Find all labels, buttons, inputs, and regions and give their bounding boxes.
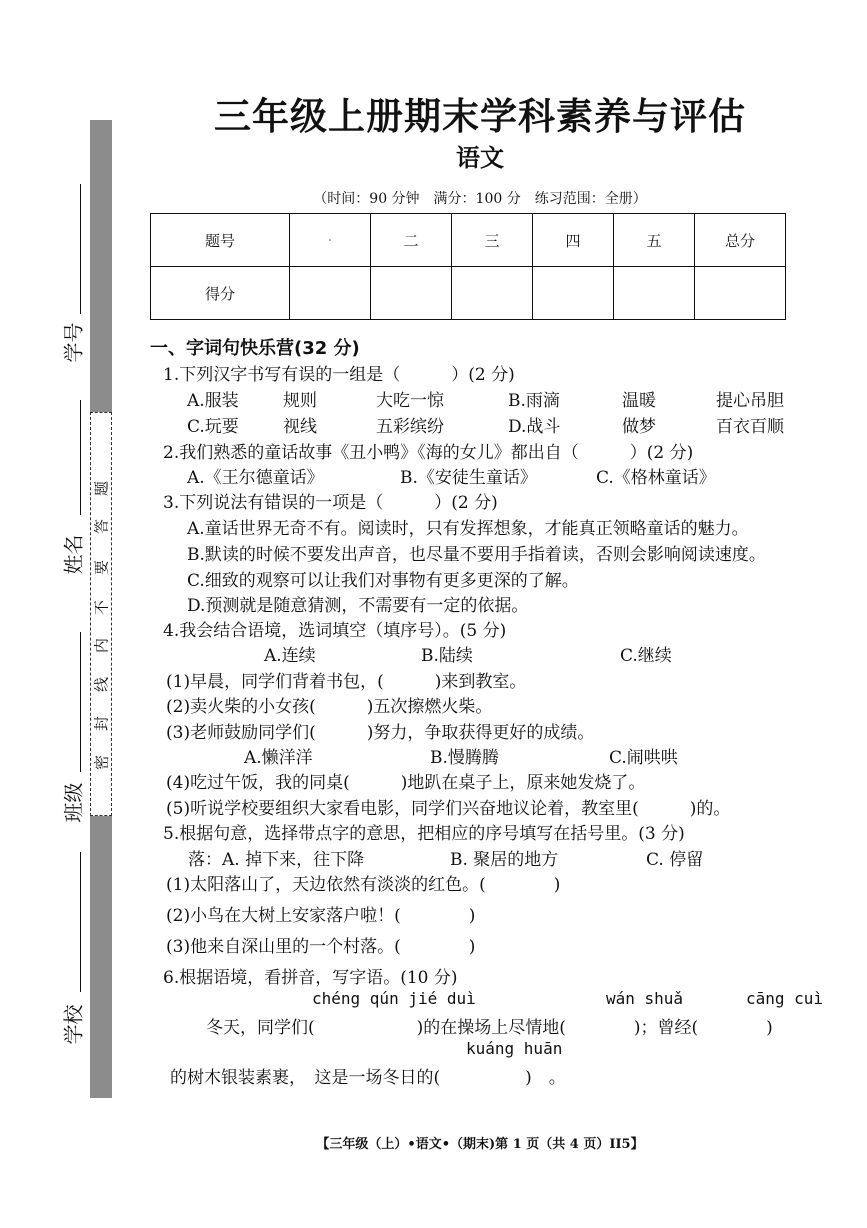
option-text: 做梦 <box>622 417 656 437</box>
option-text: A.服装 <box>187 391 239 411</box>
question-stem: 4.我会结合语境，选词填空（填序号）。(5 分) <box>163 621 507 641</box>
choice-text: A.懒洋洋 <box>244 748 313 768</box>
student-id-underline <box>80 184 81 314</box>
seal-char: 内 <box>92 638 111 654</box>
sentence-text: (3)他来自深山里的一个村落。( ) <box>166 937 476 957</box>
score-table <box>150 213 786 320</box>
choice-text: A.连续 <box>264 646 316 666</box>
seal-char: 答 <box>92 519 111 535</box>
page-footer: 【三年级（上）•语文•（期末)第 1 页（共 4 页）II5】 <box>316 1137 644 1152</box>
choice-text: C.闹哄哄 <box>609 748 678 768</box>
score-input-cell[interactable] <box>452 267 533 320</box>
sentence-text: (3)老师鼓励同学们( )努力，争取获得更好的成绩。 <box>166 723 595 743</box>
option-text: C.玩要 <box>187 417 239 437</box>
question-stem: 3.下列说法有错误的一项是（ ）(2 分) <box>163 493 498 513</box>
question-stem: 5.根据句意，选择带点字的意思，把相应的序号填写在括号里。(3 分) <box>163 824 685 844</box>
table-cell: 四 <box>533 214 614 267</box>
option-text: A.《王尔德童话》 <box>187 468 324 488</box>
table-cell: 二 <box>371 214 452 267</box>
score-input-cell[interactable] <box>533 267 614 320</box>
pinyin-text: chéng qún jié duì <box>312 989 476 1008</box>
table-cell: 题号 <box>151 214 290 267</box>
sentence-text: 的树木银装素裹， 这是一场冬日的( ) 。 <box>170 1068 566 1088</box>
seal-char: 线 <box>92 677 111 693</box>
pinyin-text: cāng cuì <box>746 989 824 1008</box>
score-table-header-row <box>151 214 786 267</box>
question-stem: 2.我们熟悉的童话故事《丑小鸭》《海的女儿》都出自（ ）(2 分) <box>163 443 694 463</box>
option-text: 五彩缤纷 <box>376 417 444 437</box>
class-label: 班级 <box>61 782 86 823</box>
seal-char: 要 <box>92 560 111 576</box>
option-text: D.战斗 <box>508 417 561 437</box>
option-text: 规则 <box>283 391 317 411</box>
pinyin-text: kuáng huān <box>466 1039 563 1058</box>
class-underline <box>80 632 81 772</box>
table-cell: 总分 <box>695 214 786 267</box>
meaning-text: 落：A. 掉下来，往下降 <box>188 850 365 870</box>
option-text: A.童话世界无奇不有。阅读时，只有发挥想象，才能真正领略童话的魅力。 <box>187 519 749 539</box>
choice-text: B.陆续 <box>421 646 473 666</box>
seal-char: 题 <box>92 481 111 497</box>
seal-char: 封 <box>92 716 111 732</box>
sentence-text: (2)小鸟在大树上安家落户啦！( ) <box>166 906 476 926</box>
option-text: 视线 <box>283 417 317 437</box>
option-text: C.细致的观察可以让我们对事物有更多更深的了解。 <box>187 571 579 591</box>
sentence-text: (4)吃过午饭，我的同桌( )地趴在桌子上，原来她发烧了。 <box>166 773 646 793</box>
choice-text: B.慢腾腾 <box>430 748 499 768</box>
school-label: 学校 <box>61 1004 86 1045</box>
name-label: 姓名 <box>61 534 86 575</box>
table-cell: · <box>290 214 371 267</box>
question-stem: 1.下列汉字书写有误的一组是（ ）(2 分) <box>163 365 515 385</box>
score-input-cell[interactable] <box>695 267 786 320</box>
table-cell: 五 <box>614 214 695 267</box>
exam-title: 三年级上册期末学科素养与评估 <box>214 95 746 138</box>
score-input-cell[interactable] <box>614 267 695 320</box>
student-id-label: 学号 <box>61 322 86 363</box>
option-text: 大吃一惊 <box>376 391 444 411</box>
option-text: B.雨滴 <box>508 391 560 411</box>
name-underline <box>80 400 81 515</box>
table-cell: 三 <box>452 214 533 267</box>
table-cell: 得分 <box>151 267 290 320</box>
option-text: D.预测就是随意猜测，不需要有一定的依据。 <box>187 596 529 616</box>
score-table-score-row <box>151 267 786 320</box>
school-underline <box>80 852 81 992</box>
sentence-text: 冬天，同学们( )的在操场上尽情地( )；曾经( ) <box>206 1018 773 1038</box>
seal-char: 密 <box>92 755 111 771</box>
subject-title: 语文 <box>456 144 504 172</box>
section-title: 一、字词句快乐营(32 分) <box>150 338 360 359</box>
option-text: 百衣百顺 <box>716 417 784 437</box>
binding-strip-top <box>90 120 112 412</box>
meaning-text: B. 聚居的地方 <box>450 850 559 870</box>
score-input-cell[interactable] <box>290 267 371 320</box>
sentence-text: (2)卖火柴的小女孩( )五次擦燃火柴。 <box>166 697 493 717</box>
seal-char: 不 <box>92 600 111 616</box>
exam-info: （时间：90 分钟 满分：100 分 练习范围：全册） <box>313 191 647 207</box>
sentence-text: (5)听说学校要组织大家看电影，同学们兴奋地议论着，教室里( )的。 <box>166 799 731 819</box>
choice-text: C.继续 <box>620 646 672 666</box>
option-text: B.《安徒生童话》 <box>400 468 537 488</box>
meaning-text: C. 停留 <box>646 850 704 870</box>
binding-strip-bottom <box>90 816 112 1098</box>
option-text: 提心吊胆 <box>716 391 784 411</box>
option-text: C.《格林童话》 <box>596 468 716 488</box>
option-text: 温暖 <box>622 391 656 411</box>
pinyin-text: wán shuǎ <box>606 989 684 1008</box>
score-input-cell[interactable] <box>371 267 452 320</box>
sentence-text: (1)早晨，同学们背着书包，( )来到教室。 <box>166 672 527 692</box>
sentence-text: (1)太阳落山了，天边依然有淡淡的红色。( ) <box>166 875 561 895</box>
option-text: B.默读的时候不要发出声音，也尽量不要用手指着读，否则会影响阅读速度。 <box>187 545 766 565</box>
question-stem: 6.根据语境，看拼音，写字语。(10 分) <box>163 968 458 988</box>
